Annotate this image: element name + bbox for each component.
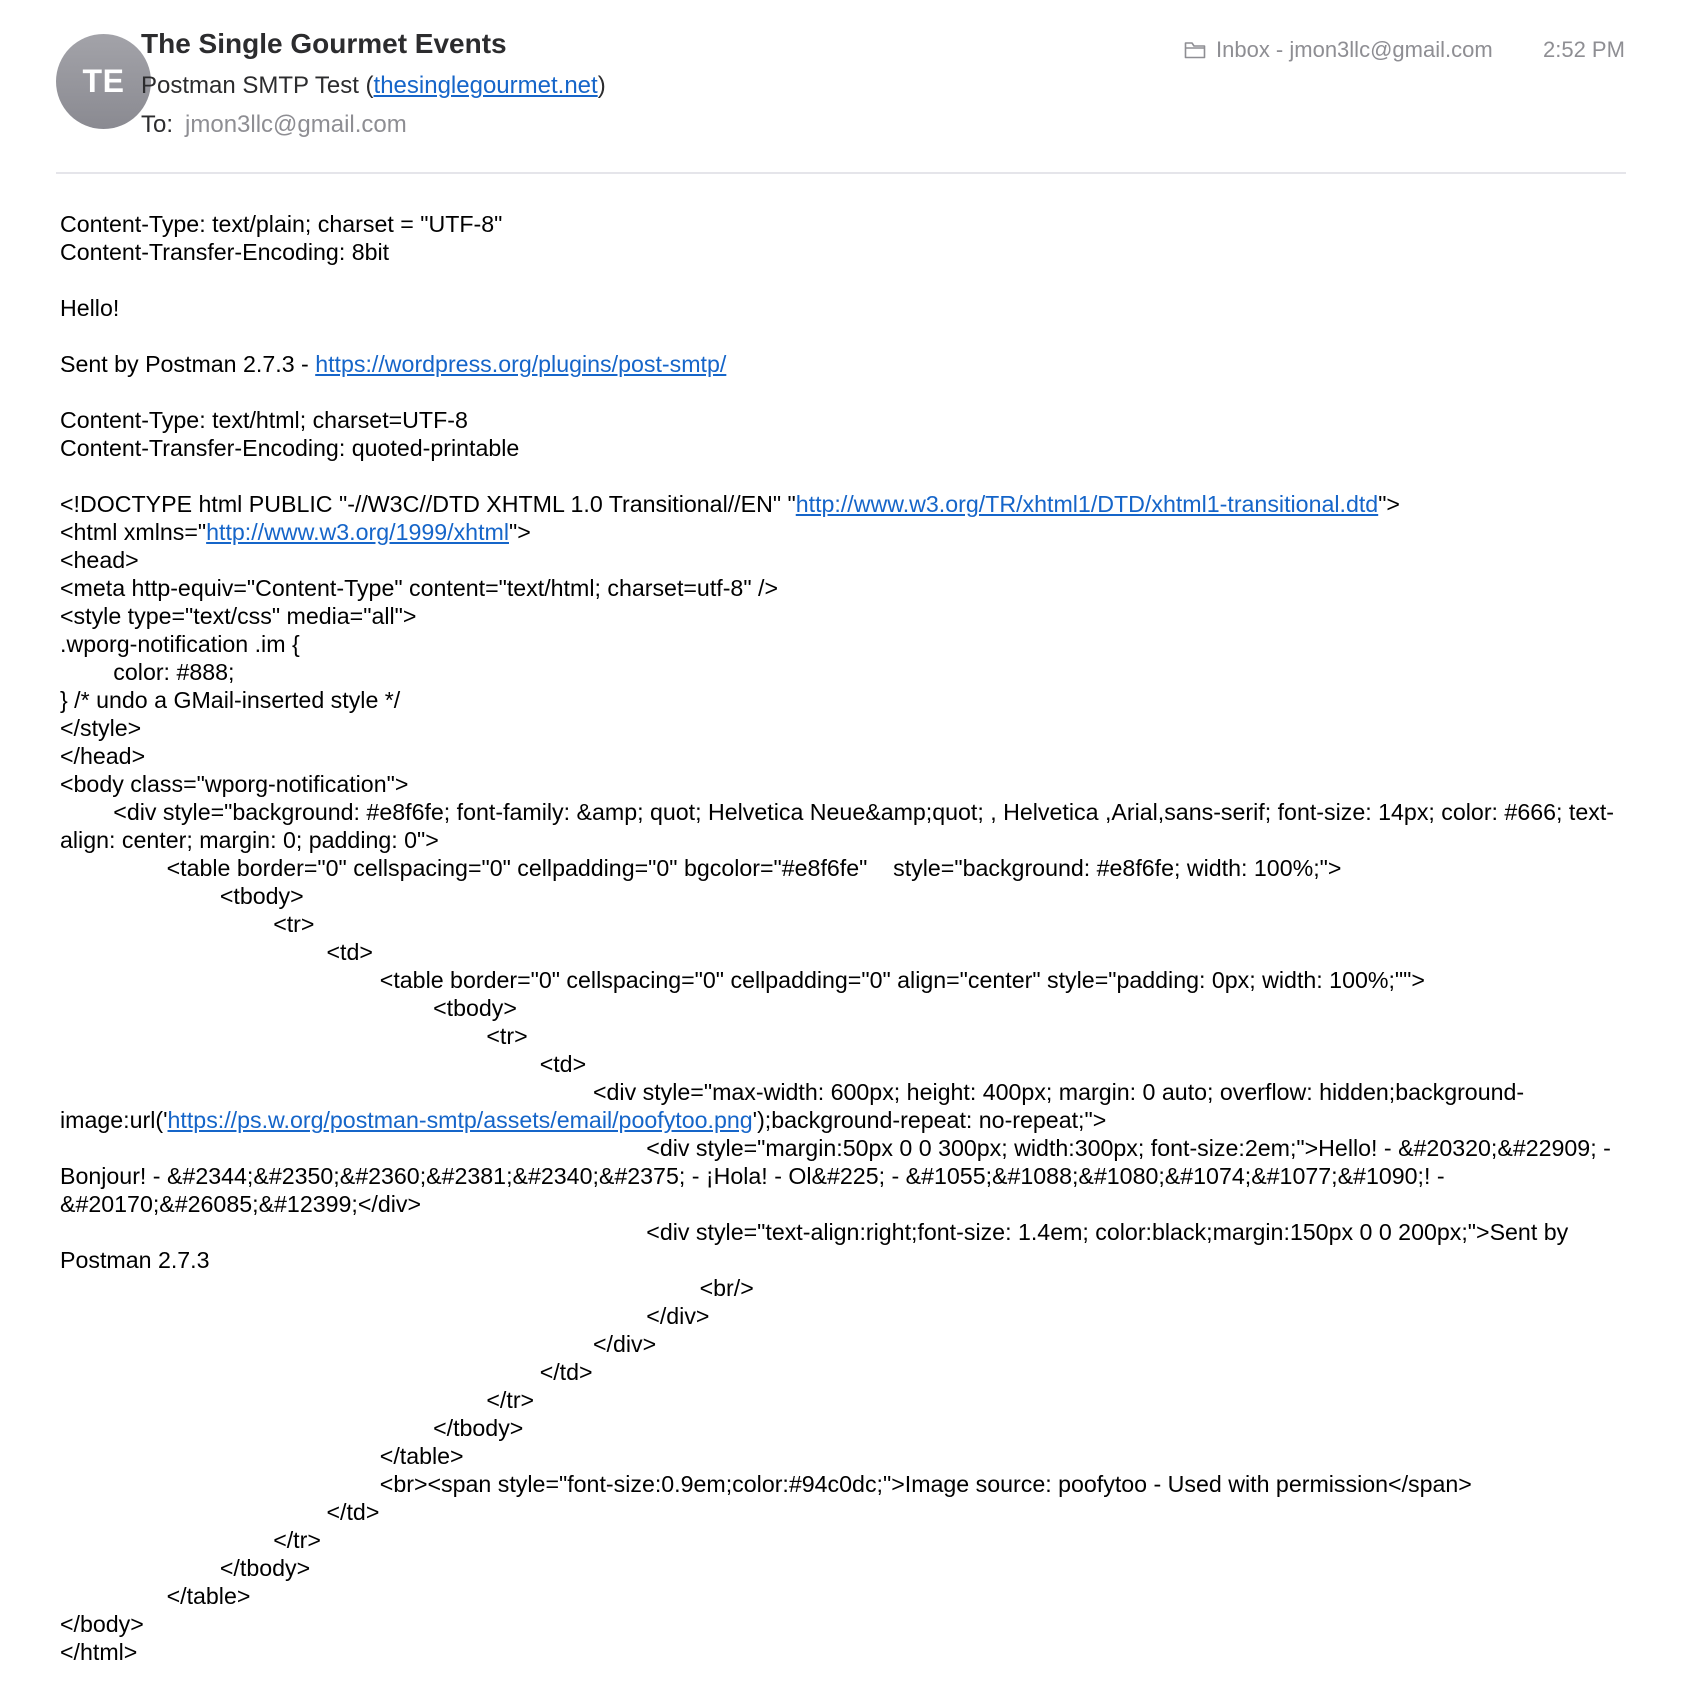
body-line (60, 462, 1635, 490)
body-line (60, 1638, 1635, 1666)
body-line (60, 1442, 1635, 1470)
body-text: Content-Transfer-Encoding: 8bit (60, 239, 390, 265)
body-line (60, 742, 1635, 770)
message-subject (141, 72, 606, 100)
body-line (60, 266, 1635, 294)
body-link[interactable]: http://www.w3.org/TR/xhtml1/DTD/xhtml1-transitional.dtd (795, 491, 1379, 517)
body-line (60, 1470, 1635, 1498)
header-divider (56, 172, 1626, 174)
body-text: <div style="background: #e8f6fe; font-family: &amp; quot; Helvetica Neue&amp;quot; , Helvetica ,Arial,sans-serif; font-size: 14px; color: #666; text-align: center; margin: 0; padding: 0"> (60, 799, 1614, 853)
body-line (60, 294, 1635, 322)
body-line (60, 238, 1635, 266)
body-text: <table border="0" cellspacing="0" cellpadding="0" align="center" style="padding: 0px; width: 100%;""> (379, 967, 1425, 993)
body-text: <body class="wporg-notification"> (60, 771, 409, 797)
subject-prefix: Postman SMTP Test ( (141, 72, 374, 99)
body-text: <tbody> (219, 883, 304, 909)
body-line (60, 210, 1635, 238)
body-line (60, 378, 1635, 406)
body-text: <tbody> (433, 995, 517, 1021)
body-link[interactable]: https://wordpress.org/plugins/post-smtp/ (315, 351, 727, 377)
message-header (0, 0, 1696, 174)
body-link[interactable]: https://ps.w.org/postman-smtp/assets/email/poofytoo.png (167, 1107, 753, 1133)
body-text: </table> (166, 1583, 251, 1609)
body-text: </div> (646, 1303, 710, 1329)
body-line (60, 1134, 1635, 1218)
body-text: Hello! (60, 295, 120, 321)
body-line (60, 714, 1635, 742)
body-line (60, 938, 1635, 966)
body-line (60, 1526, 1635, 1554)
body-text: <div style="max-width: 600px; height: 400px; margin: 0 auto; overflow: hidden;background-image:url(' (60, 1079, 1525, 1133)
body-line (60, 518, 1635, 546)
body-line (60, 854, 1635, 882)
body-text: </tbody> (219, 1555, 311, 1581)
body-line (60, 546, 1635, 574)
body-line (60, 434, 1635, 462)
body-line (60, 882, 1635, 910)
subject-suffix: ) (597, 72, 606, 99)
body-line (60, 658, 1635, 686)
body-text: </td> (326, 1499, 380, 1525)
body-text: <tr> (273, 911, 315, 937)
body-line (60, 602, 1635, 630)
sender-name[interactable]: The Single Gourmet Events (141, 28, 507, 59)
body-text: <meta http-equiv="Content-Type" content="text/html; charset=utf-8" /> (60, 575, 778, 601)
body-text: </style> (60, 715, 142, 741)
body-text: Sent by Postman 2.7.3 - (60, 351, 316, 377)
body-line (60, 1358, 1635, 1386)
body-line (60, 770, 1635, 798)
body-line (60, 1554, 1635, 1582)
body-line (60, 966, 1635, 994)
body-text: <html xmlns=" (60, 519, 207, 545)
body-text: </head> (60, 743, 146, 769)
body-line (60, 1582, 1635, 1610)
avatar-initials: TE (82, 63, 125, 99)
body-line (60, 994, 1635, 1022)
body-text: </div> (593, 1331, 657, 1357)
body-text: </tbody> (433, 1415, 524, 1441)
body-line (60, 1050, 1635, 1078)
body-text: "> (509, 519, 531, 545)
body-line (60, 490, 1635, 518)
body-line (60, 1302, 1635, 1330)
body-text: </tr> (273, 1527, 321, 1553)
body-text: color: #888; (113, 659, 235, 685)
body-text: Content-Transfer-Encoding: quoted-printable (60, 435, 520, 461)
body-text: <br><span style="font-size:0.9em;color:#94c0dc;">Image source: poofytoo - Used with permission</span> (379, 1471, 1472, 1497)
body-text: <td> (326, 939, 373, 965)
body-line (60, 798, 1635, 854)
body-text: <table border="0" cellspacing="0" cellpadding="0" bgcolor="#e8f6fe" style="background: #e8f6fe; width: 100%;"> (166, 855, 1342, 881)
body-line (60, 1022, 1635, 1050)
body-text: Content-Type: text/plain; charset = "UTF-8" (60, 211, 503, 237)
body-line (60, 574, 1635, 602)
body-text: <head> (60, 547, 139, 573)
recipient-row (141, 111, 407, 139)
message-time: 2:52 PM (1543, 37, 1625, 62)
body-line (60, 350, 1635, 378)
body-text: </td> (539, 1359, 593, 1385)
body-line (60, 406, 1635, 434)
body-line (60, 1274, 1635, 1302)
body-text: </table> (379, 1443, 464, 1469)
recipient-address[interactable]: jmon3llc@gmail.com (185, 111, 407, 138)
body-line (60, 1386, 1635, 1414)
body-text: </body> (60, 1611, 144, 1637)
body-text: </html> (60, 1639, 138, 1665)
body-text: } /* undo a GMail-inserted style */ (60, 687, 401, 713)
body-line (60, 630, 1635, 658)
message-body (60, 210, 1635, 1666)
body-line (60, 1218, 1635, 1274)
body-text: ');background-repeat: no-repeat;"> (752, 1107, 1107, 1133)
body-line (60, 1498, 1635, 1526)
body-text: </tr> (486, 1387, 535, 1413)
body-line (60, 322, 1635, 350)
folder-icon (1184, 40, 1206, 60)
body-line (60, 1078, 1635, 1134)
body-text: <tr> (486, 1023, 528, 1049)
body-text: .wporg-notification .im { (60, 631, 300, 657)
body-line (60, 910, 1635, 938)
body-line (60, 1330, 1635, 1358)
body-text: <div style="margin:50px 0 0 300px; width:300px; font-size:2em;">Hello! - &#20320;&#22909; - Bonjour! - &#2344;&#2350;&#2360;&#2381;&#2340;&#2375; - ¡Hola! - Ol&#225; - &#1055;&#1088;&#1080;&#1074;&#1077;&#1090;! - &#20170;&#26085;&#12399;</div> (60, 1135, 1618, 1217)
body-line (60, 1610, 1635, 1638)
body-text: <style type="text/css" media="all"> (60, 603, 417, 629)
body-text: <!DOCTYPE html PUBLIC "-//W3C//DTD XHTML 1.0 Transitional//EN" " (60, 491, 796, 517)
body-link[interactable]: http://www.w3.org/1999/xhtml (206, 519, 509, 545)
body-line (60, 686, 1635, 714)
body-text: "> (1378, 491, 1400, 517)
subject-link[interactable]: thesinglegourmet.net (373, 72, 598, 99)
mailbox-label: Inbox - jmon3llc@gmail.com (1216, 37, 1493, 62)
body-text: Content-Type: text/html; charset=UTF-8 (60, 407, 468, 433)
body-text: <br/> (699, 1275, 754, 1301)
sender-avatar[interactable] (56, 34, 151, 129)
body-text: <div style="text-align:right;font-size: 1.4em; color:black;margin:150px 0 0 200px;">Sent by Postman 2.7.3 (60, 1219, 1575, 1273)
to-label: To: (141, 111, 174, 138)
body-text: <td> (539, 1051, 587, 1077)
body-line (60, 1414, 1635, 1442)
mailbox-location[interactable] (1184, 37, 1493, 63)
